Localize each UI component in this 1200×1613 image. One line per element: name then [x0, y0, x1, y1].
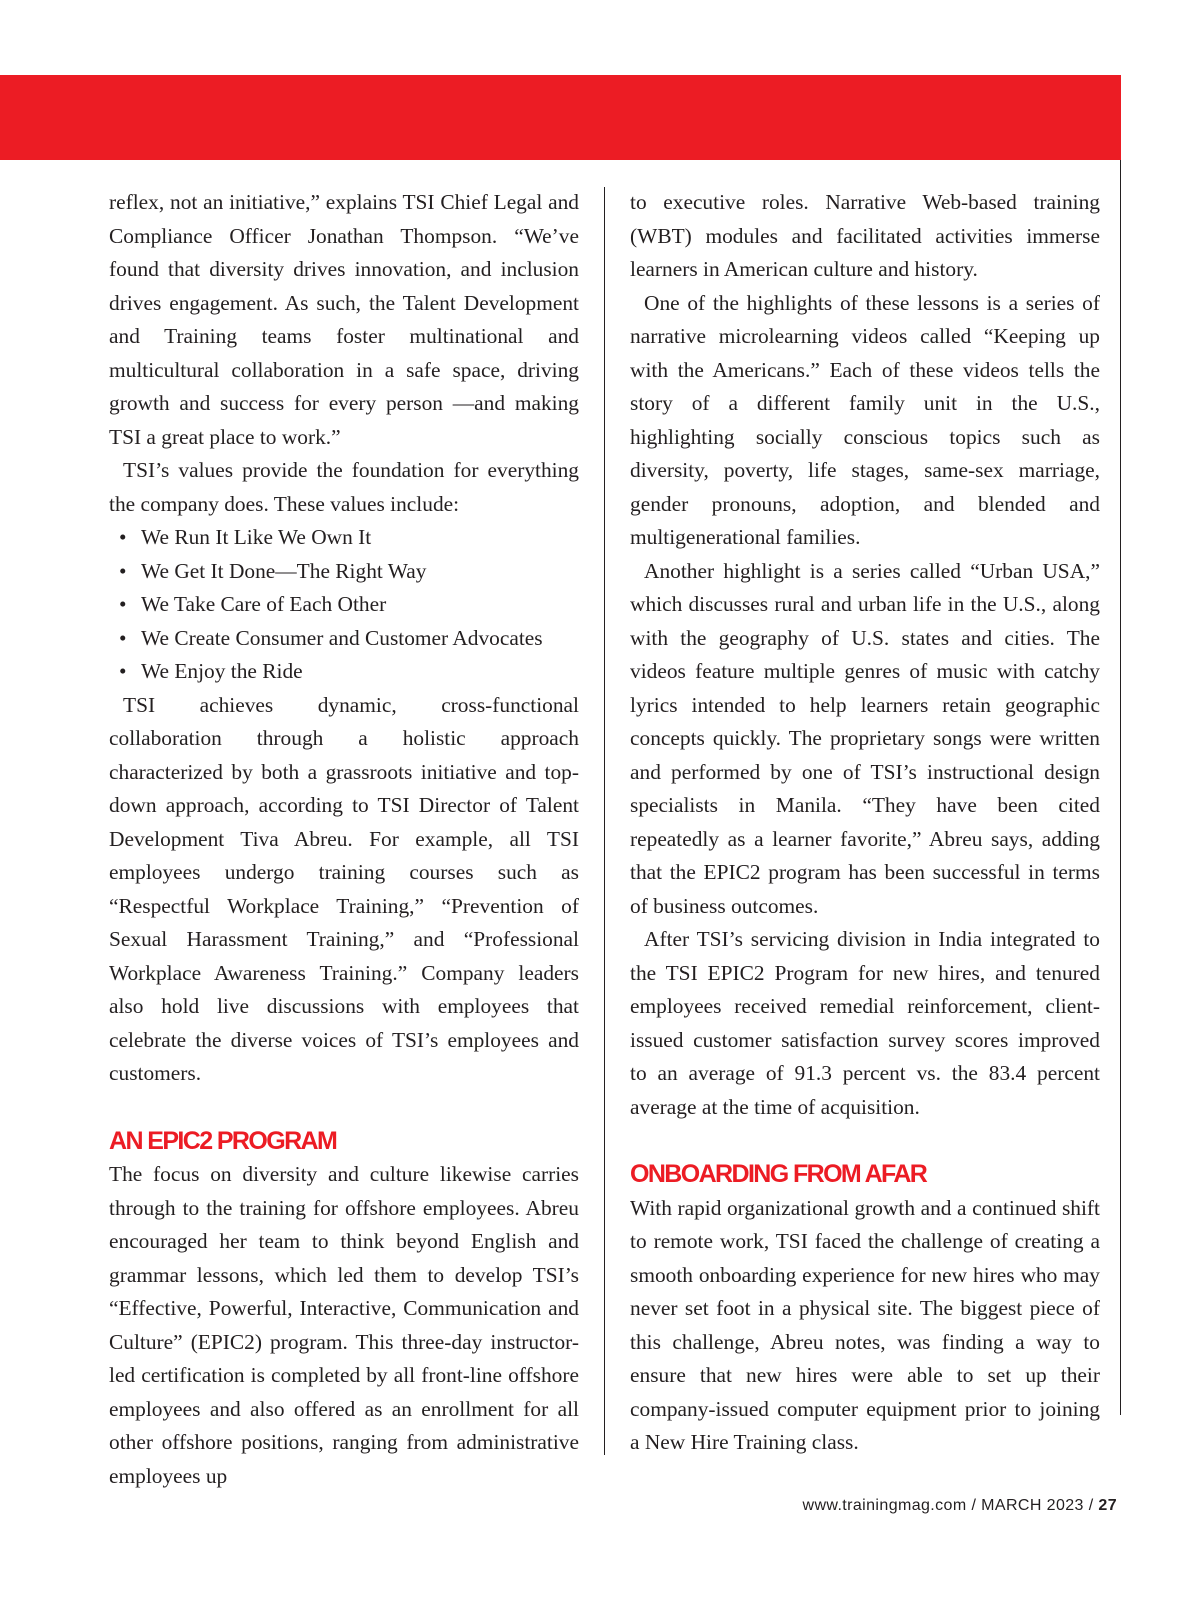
value-text: We Enjoy the Ride	[141, 659, 303, 683]
list-item	[109, 588, 579, 622]
paragraph-india-results: After TSI’s servicing division in India integrated to the TSI EPIC2 Program for new hires, and tenured employees received remedial reinforcement, client-issued customer satisfaction survey scores improved to an average of 91.3 percent vs. the 83.4 percent average at the time of acquisition.	[630, 927, 1100, 1119]
paragraph-values-intro: TSI’s values provide the foundation for everything the company does. These values include:	[109, 458, 579, 516]
paragraph-offshore-training: The focus on diversity and culture likewise carries through to the training for offshore employees. Abreu encouraged her team to think beyond English and grammar lessons, which led them to develop TSI’s “Effective, Powerful, Interactive, Communication and Culture” (EPIC2) program. This three-day instructor-led certification is completed by all front-line offshore employees and also offered as an enrollment for all other offshore positions, ranging from administrative employees up	[109, 1162, 579, 1488]
footer-separator: /	[966, 1497, 982, 1514]
value-text: We Create Consumer and Customer Advocates	[141, 625, 543, 650]
values-list	[109, 521, 579, 689]
value-text: We Take Care of Each Other	[141, 592, 387, 616]
column-divider	[604, 187, 605, 1455]
list-item	[109, 555, 579, 589]
header-color-band	[0, 75, 1121, 160]
bullet-icon: •	[119, 625, 127, 650]
page-footer	[802, 1497, 1117, 1515]
bullet-icon: •	[119, 525, 127, 549]
footer-issue: MARCH 2023	[981, 1497, 1084, 1514]
list-item	[109, 622, 579, 656]
value-text: We Run It Like We Own It	[141, 525, 372, 549]
section-heading-epic2: AN EPIC2 PROGRAM	[109, 1126, 337, 1155]
paragraph-thompson-quote: reflex, not an initiative,” explains TSI Chief Legal and Compliance Officer Jonathan Thompson. “We’ve found that diversity drives innovation, and inclusion drives engagement. As such, the Talent Development and Training teams foster multinational and multicultural collaboration in a safe space, driving growth and success for every person —and making TSI a great place to work.”	[109, 190, 579, 449]
section-heading-onboarding: ONBOARDING FROM AFAR	[630, 1160, 927, 1188]
value-text: We Get It Done—The Right Way	[141, 558, 427, 583]
bullet-icon: •	[119, 592, 127, 616]
bullet-icon: •	[119, 659, 127, 683]
paragraph-collaboration: TSI achieves dynamic, cross-functional collaboration through a holistic approach characterized by both a grassroots initiative and top-down approach, according to TSI Director of Talent Development Tiva Abreu. For example, all TSI employees undergo training courses such as “Respectful Workplace Training,” “Prevention of Sexual Harassment Training,” and “Professional Workplace Awareness Training.” Company leaders also hold live discussions with employees that celebrate the diverse voices of TSI’s employees and customers.	[109, 692, 579, 1085]
left-column	[109, 186, 579, 1493]
bullet-icon: •	[119, 558, 127, 583]
right-column	[630, 186, 1100, 1460]
page-number: 27	[1098, 1497, 1117, 1514]
footer-separator: /	[1083, 1497, 1099, 1514]
paragraph-urban-usa: Another highlight is a series called “Urban USA,” which discusses rural and urban life in the U.S., along with the geography of U.S. states and cities. The videos feature multiple genres of music with catchy lyrics intended to help learners retain geographic concepts quickly. The proprietary songs were written and performed by one of TSI’s instructional design specialists in Manila. “They have been cited repeatedly as a learner favorite,” Abreu says, adding that the EPIC2 program has been successful in terms of business outcomes.	[630, 558, 1100, 918]
list-item	[109, 655, 579, 689]
list-item	[109, 521, 579, 555]
footer-url: www.trainingmag.com	[802, 1497, 967, 1514]
paragraph-wbt-modules: to executive roles. Narrative Web-based training (WBT) modules and facilitated activities immerse learners in American culture and history.	[630, 190, 1100, 281]
paragraph-keeping-up: One of the highlights of these lessons is a series of narrative microlearning videos called “Keeping up with the Americans.” Each of these videos tells the story of a different family unit in the U.S., highlighting socially conscious topics such as diversity, poverty, life stages, same-sex marriage, gender pronouns, adoption, and blended and multigenerational families.	[630, 290, 1100, 549]
paragraph-remote-onboarding: With rapid organizational growth and a continued shift to remote work, TSI faced the challenge of creating a smooth onboarding experience for new hires who may never set foot in a physical site. The biggest piece of this challenge, Abreu notes, was finding a way to ensure that new hires were able to set up their company-issued computer equipment prior to joining a New Hire Training class.	[630, 1195, 1100, 1454]
page-edge-rule	[1120, 160, 1121, 1415]
